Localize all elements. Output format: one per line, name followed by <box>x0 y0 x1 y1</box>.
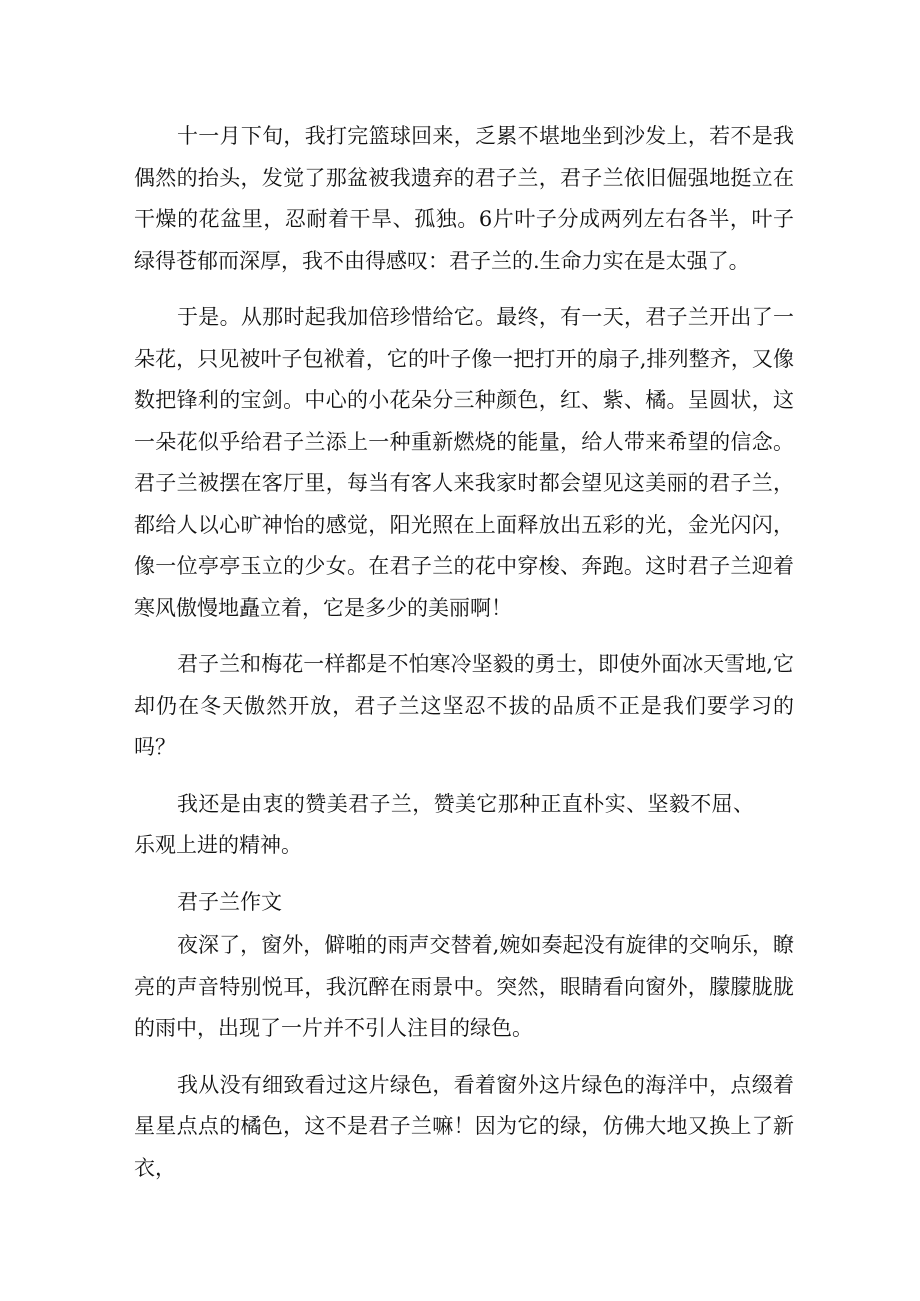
paragraph-4: 我还是由衷的赞美君子兰，赞美它那种正直朴实、坚毅不屈、乐观上进的精神。 <box>134 791 754 857</box>
paragraph-2: 于是。从那时起我加倍珍惜给它。最终，有一天，君子兰开出了一朵花，只见被叶子包袱着，它的叶子像一把打开的扇子,排列整齐，又像数把锋利的宝剑。中心的小花朵分三种颜色，红、紫、橘。呈圆状，这一朵花似乎给君子兰添上一种重新燃烧的能量，给人带来希望的信念。君子兰被摆在客厅里，每当有客人来我家时都会望见这美丽的君子兰，都给人以心旷神怡的感觉，阳光照在上面释放出五彩的光，金光闪闪，像一位亭亭玉立的少女。在君子兰的花中穿梭、奔跑。这时君子兰迎着寒风傲慢地矗立着，它是多少的美丽啊！ <box>134 305 794 620</box>
paragraph-5: 夜深了，窗外，僻啪的雨声交替着,婉如奏起没有旋律的交响乐，瞭亮的声音特别悦耳，我沉醉在雨景中。突然，眼睛看向窗外，朦朦胧胧的雨中，出现了一片并不引人注目的绿色。 <box>134 933 794 1040</box>
paragraph-3: 君子兰和梅花一样都是不怕寒冷坚毅的勇士，即使外面冰天雪地,它却仍在冬天傲然开放，君子兰这坚忍不拔的品质不正是我们要学习的吗？ <box>134 652 794 759</box>
paragraph-6: 我从没有细致看过这片绿色，看着窗外这片绿色的海洋中，点缀着星星点点的橘色，这不是君子兰嘛！因为它的绿，仿佛大地又换上了新衣， <box>134 1072 794 1180</box>
paragraph-1: 十一月下旬，我打完篮球回来，乏累不堪地坐到沙发上，若不是我偶然的抬头，发觉了那盆被我遗弃的君子兰，君子兰依旧倔强地挺立在干燥的花盆里，忍耐着干旱、孤独。6片叶子分成两列左右各半，叶子绿得苍郁而深厚，我不由得感叹：君子兰的.生命力实在是太强了。 <box>134 124 794 273</box>
document-body <box>134 116 794 1204</box>
section-heading: 君子兰作文 <box>177 889 282 914</box>
